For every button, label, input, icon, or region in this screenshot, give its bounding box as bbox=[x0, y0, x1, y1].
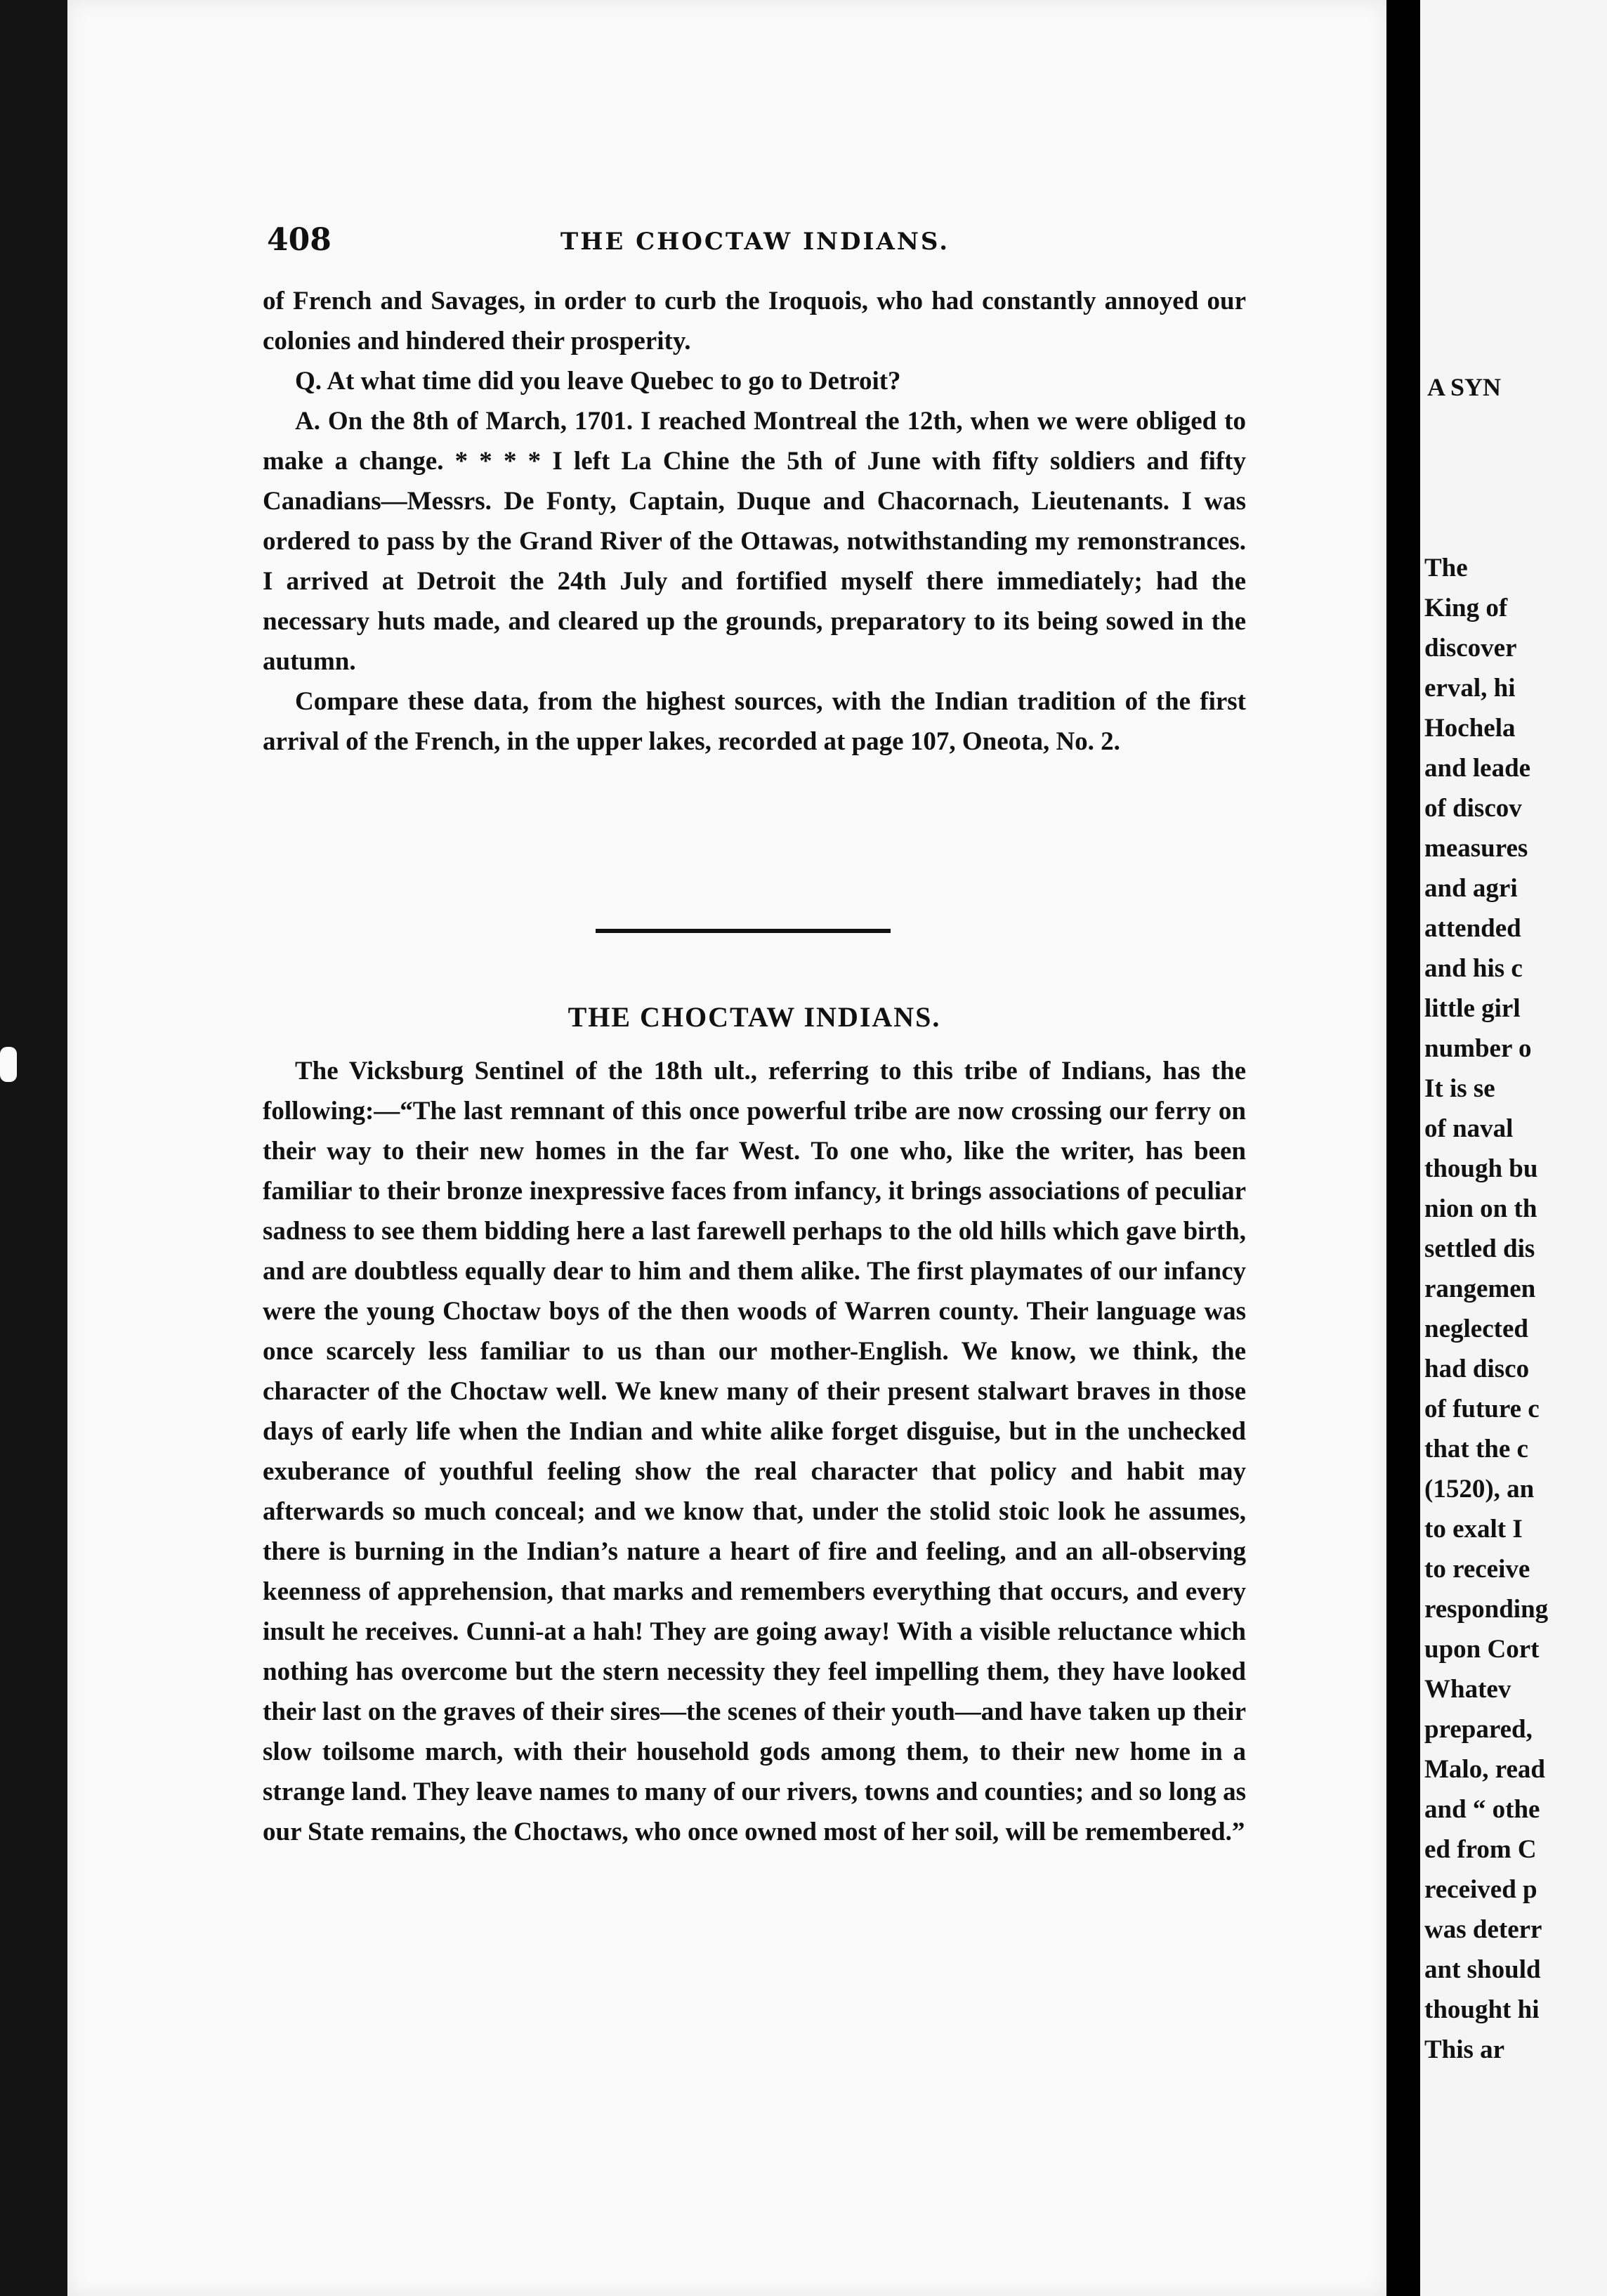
margin-mark bbox=[0, 1047, 17, 1082]
article-body bbox=[263, 1051, 1246, 1852]
line: This ar bbox=[1424, 2035, 1505, 2064]
line: to receive bbox=[1424, 1555, 1530, 1584]
line: that the c bbox=[1424, 1435, 1528, 1463]
line: number o bbox=[1424, 1034, 1532, 1063]
line: Hochela bbox=[1424, 714, 1516, 743]
line: thought hi bbox=[1424, 1995, 1540, 2024]
binding-edge bbox=[0, 0, 70, 2296]
line: (1520), an bbox=[1424, 1475, 1535, 1504]
right-page-lines bbox=[1424, 548, 1607, 2070]
line: of discov bbox=[1424, 794, 1522, 823]
line: though bu bbox=[1424, 1154, 1538, 1183]
line: It is se bbox=[1424, 1074, 1495, 1103]
running-head: THE CHOCTAW INDIANS. bbox=[560, 228, 950, 256]
line: and leade bbox=[1424, 754, 1531, 783]
line: rangemen bbox=[1424, 1274, 1536, 1303]
book-gutter bbox=[1386, 0, 1420, 2296]
section-divider bbox=[596, 929, 891, 933]
page-number: 408 bbox=[267, 222, 332, 258]
line: discover bbox=[1424, 634, 1517, 663]
line: received p bbox=[1424, 1875, 1537, 1904]
paragraph: Compare these data, from the highest sources, with the Indian tradition of the first arrival of the French, in the upper lakes, recorded at page 107, Oneota, No. 2. bbox=[263, 687, 1246, 756]
line: to exalt I bbox=[1424, 1515, 1523, 1544]
line: erval, hi bbox=[1424, 674, 1516, 703]
line: measures bbox=[1424, 834, 1528, 863]
paragraph: Q. At what time did you leave Quebec to go to Detroit? bbox=[295, 367, 901, 396]
line: of naval bbox=[1424, 1114, 1514, 1143]
line: of future c bbox=[1424, 1395, 1540, 1423]
line: settled dis bbox=[1424, 1234, 1535, 1263]
section-text bbox=[263, 281, 1246, 762]
line: Malo, read bbox=[1424, 1755, 1545, 1784]
line: ed from C bbox=[1424, 1835, 1537, 1864]
line: prepared, bbox=[1424, 1715, 1533, 1744]
line: The bbox=[1424, 554, 1468, 582]
line: upon Cort bbox=[1424, 1635, 1540, 1664]
article-title: THE CHOCTAW INDIANS. bbox=[568, 1001, 941, 1033]
page-header bbox=[267, 222, 1243, 264]
line: and his c bbox=[1424, 954, 1523, 983]
line: responding bbox=[1424, 1595, 1549, 1624]
paragraph: of French and Savages, in order to curb the Iroquois, who had constantly annoyed our colonies and hindered their prosperity. bbox=[263, 287, 1246, 356]
line: was deterr bbox=[1424, 1915, 1542, 1944]
line: attended bbox=[1424, 914, 1521, 943]
line: had disco bbox=[1424, 1355, 1530, 1383]
right-page-heading: A SYN bbox=[1427, 373, 1502, 401]
line: little girl bbox=[1424, 994, 1521, 1023]
right-page bbox=[1420, 0, 1607, 2296]
line: and agri bbox=[1424, 874, 1518, 903]
line: King of bbox=[1424, 594, 1508, 622]
paragraph: The Vicksburg Sentinel of the 18th ult., referring to this tribe of Indians, has the following:—“The last remnant of this once powerful tribe are now crossing our ferry on their way to their new homes in the far West. To one who, like the writer, has been familiar to their bronze inexpressive faces from infancy, it brings associations of peculiar sadness to see them bidding here a last farewell perhaps to the old hills which gave birth, and are doubtless equally dear to him and them alike. The first playmates of our infancy were the young Choctaw boys of the then woods of Warren county. Their language was once scarcely less familiar to us than our mother-English. We know, we think, the character of the Choctaw well. We knew many of their present stalwart braves in those days of early life when the Indian and white alike forget disguise, but in the unchecked exuberance of youthful feeling show the real character that policy and habit may afterwards so much conceal; and we know that, under the stolid stoic look he assumes, there is burning in the Indian’s nature a heart of fire and feeling, and an all-observing keenness of apprehension, that marks and remembers everything that occurs, and every insult he receives. Cunni-at a hah! They are going away! With a visible reluctance which nothing has overcome but the stern necessity they feel impelling them, they have looked their last on the graves of their sires—the scenes of their youth—and have taken up their slow toilsome march, with their household gods among them, to their new home in a strange land. They leave names to many of our rivers, towns and counties; and so long as our State remains, the Choctaws, who once owned most of her soil, will be remembered.” bbox=[263, 1057, 1246, 1846]
line: neglected bbox=[1424, 1315, 1528, 1343]
paragraph: A. On the 8th of March, 1701. I reached Montreal the 12th, when we were obliged to make a change. * * * * I left La Chine the 5th of June with fifty soldiers and fifty Canadians—Messrs. De Fonty, Captain, Duque and Chacornach, Lieutenants. I was ordered to pass by the Grand River of the Ottawas, notwithstanding my remonstrances. I arrived at Detroit the 24th July and fortified myself there immediately; had the necessary huts made, and cleared up the grounds, preparatory to its being sowed in the autumn. bbox=[263, 407, 1246, 676]
line: ant should bbox=[1424, 1955, 1541, 1984]
line: and “ othe bbox=[1424, 1795, 1540, 1824]
line: Whatev bbox=[1424, 1675, 1511, 1704]
line: nion on th bbox=[1424, 1194, 1537, 1223]
